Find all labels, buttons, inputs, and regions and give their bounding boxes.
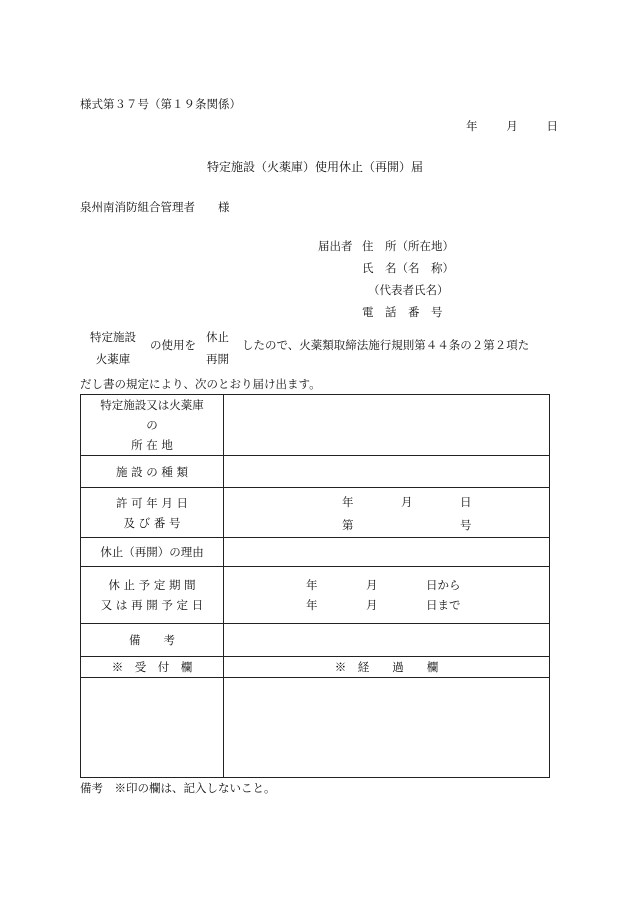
period-label-line-2: 又 は 再 開 予 定 日 — [100, 598, 204, 612]
addressee: 泉州南消防組合管理者 様 — [80, 200, 230, 214]
progress-field — [224, 678, 550, 778]
sentence-rest: したので、火薬類取締法施行規則第４４条の２第２項た — [242, 338, 530, 352]
facility-type-field[interactable] — [224, 456, 550, 488]
form-table — [80, 394, 550, 778]
applicant-block — [300, 235, 454, 323]
period-day-2: 日まで — [426, 598, 461, 612]
location-label — [81, 395, 224, 456]
table-row-facility-type — [81, 456, 550, 488]
action-choice-option-1: 休止 — [206, 330, 229, 344]
permit-label-line-2: 及 び 番 号 — [123, 515, 181, 530]
period-label-line-1: 休 止 予 定 期 間 — [108, 578, 196, 592]
table-row-location — [81, 395, 550, 456]
footer-note: 備考 ※印の欄は、記入しないこと。 — [80, 781, 276, 795]
date-header — [466, 118, 558, 134]
applicant-address-label: 住 所（所在地） — [362, 239, 454, 253]
location-label-line-2: の — [146, 418, 158, 432]
period-month-1: 月 — [366, 578, 378, 592]
facility-choice — [90, 326, 136, 370]
remarks-field[interactable] — [224, 624, 550, 657]
permit-go: 号 — [460, 518, 472, 532]
table-row-permit — [81, 488, 550, 538]
table-row-period — [81, 567, 550, 624]
permit-label-line-1: 許 可 年 月 日 — [115, 495, 189, 510]
facility-choice-option-2: 火薬庫 — [95, 352, 131, 366]
permit-month: 月 — [401, 495, 413, 509]
remarks-label: 備 考 — [81, 624, 224, 657]
applicant-label: 届出者 — [318, 239, 353, 253]
reason-field[interactable] — [224, 538, 550, 567]
table-row-office-use — [81, 678, 550, 778]
applicant-phone-label: 電 話 番 号 — [362, 305, 443, 319]
action-choice — [206, 326, 229, 370]
period-label — [81, 567, 224, 624]
facility-type-label: 施 設 の 種 類 — [81, 456, 224, 488]
facility-choice-option-1: 特定施設 — [90, 330, 136, 344]
period-year-2: 年 — [306, 598, 318, 612]
action-choice-option-2: 再開 — [206, 352, 229, 366]
sentence-mid: の使用を — [150, 338, 196, 352]
permit-year: 年 — [342, 495, 354, 509]
reception-label: ※ 受 付 欄 — [81, 657, 224, 678]
period-year-1: 年 — [306, 578, 318, 592]
progress-label: ※ 経 過 欄 — [224, 657, 550, 678]
applicant-name-label: 氏 名（名 称） — [362, 261, 454, 275]
table-row-office-header — [81, 657, 550, 678]
permit-label — [81, 488, 224, 538]
permit-field[interactable] — [224, 488, 550, 538]
date-year-label: 年 — [466, 119, 478, 133]
period-field[interactable] — [224, 567, 550, 624]
reason-label: 休止（再開）の理由 — [81, 538, 224, 567]
document-title: 特定施設（火薬庫）使用休止（再開）届 — [206, 160, 423, 174]
location-label-line-3: 所 在 地 — [131, 438, 173, 452]
sentence-line-2: だし書の規定により、次のとおり届け出ます。 — [80, 377, 321, 391]
permit-day: 日 — [460, 495, 472, 509]
permit-dai: 第 — [342, 518, 354, 532]
form-number: 様式第３７号（第１９条関係） — [80, 97, 241, 111]
date-month-label: 月 — [506, 119, 518, 133]
table-row-remarks — [81, 624, 550, 657]
location-label-line-1: 特定施設又は火薬庫 — [100, 398, 204, 412]
reception-field — [81, 678, 224, 778]
period-day-1: 日から — [426, 578, 461, 592]
period-month-2: 月 — [366, 598, 378, 612]
applicant-rep-label: （代表者氏名） — [368, 283, 449, 297]
table-row-reason — [81, 538, 550, 567]
date-day-label: 日 — [546, 119, 558, 133]
location-field[interactable] — [224, 395, 550, 456]
